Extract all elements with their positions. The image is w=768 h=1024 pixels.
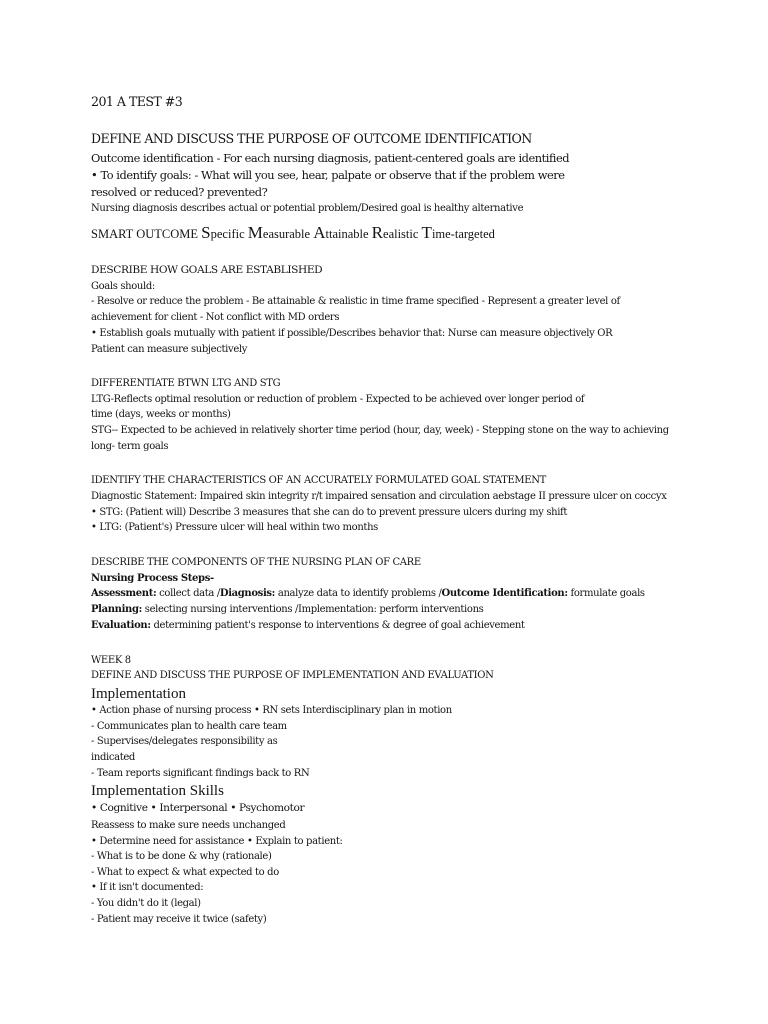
- text-line: • LTG: (Patient's) Pressure ulcer will heal within two months: [91, 522, 378, 533]
- smart-cap-s: S: [201, 223, 211, 242]
- outcome-label: Outcome Identification:: [441, 588, 568, 599]
- implementation-skills-title: Implementation Skills: [91, 783, 224, 799]
- nursing-process-steps: [91, 574, 214, 584]
- section-heading-plan-of-care: DESCRIBE THE COMPONENTS OF THE NURSING PLAN OF CARE: [91, 557, 421, 568]
- document-title: 201 A TEST #3: [91, 94, 183, 109]
- section-heading-outcome-identification: DEFINE AND DISCUSS THE PURPOSE OF OUTCOME IDENTIFICATION: [91, 131, 532, 146]
- text-line: Nursing diagnosis describes actual or potential problem/Desired goal is healthy alternative: [91, 203, 524, 214]
- diagnosis-text: analyze data to identify problems /: [275, 588, 442, 599]
- text-line: resolved or reduced? prevented?: [91, 185, 268, 199]
- smart-rest-r: ealistic: [383, 227, 422, 241]
- assessment-line: [91, 589, 645, 599]
- text-line: Outcome identification - For each nursing diagnosis, patient-centered goals are identified: [91, 151, 570, 165]
- evaluation-label: Evaluation:: [91, 620, 151, 631]
- text-line: - What to expect & what expected to do: [91, 867, 279, 878]
- smart-prefix: SMART OUTCOME: [91, 227, 202, 241]
- smart-outcome-line: [91, 224, 495, 241]
- text-line: • Action phase of nursing process • RN sets Interdisciplinary plan in motion: [91, 705, 452, 716]
- text-line: Reassess to make sure needs unchanged: [91, 820, 286, 831]
- text-line: - Communicates plan to health care team: [91, 721, 287, 732]
- text-line: Diagnostic Statement: Impaired skin integrity r/t impaired sensation and circulation aebstage II pressure ulcer on coccyx: [91, 491, 667, 502]
- text-line: - What is to be done & why (rationale): [91, 851, 272, 862]
- smart-cap-a: A: [313, 223, 326, 242]
- text-line: LTG-Reflects optimal resolution or reduction of problem - Expected to be achieved over longer period of: [91, 394, 585, 405]
- text-line: long- term goals: [91, 441, 169, 452]
- text-line: • Establish goals mutually with patient if possible/Describes behavior that: Nurse can measure objectively OR: [91, 328, 613, 339]
- implementation-title: Implementation: [91, 686, 186, 702]
- section-heading-goal-statement: IDENTIFY THE CHARACTERISTICS OF AN ACCURATELY FORMULATED GOAL STATEMENT: [91, 475, 546, 486]
- text-line: • To identify goals: - What will you see, hear, palpate or observe that if the problem were: [91, 168, 565, 182]
- text-line: • If it isn't documented:: [91, 882, 204, 893]
- steps-label: Nursing Process Steps-: [91, 573, 214, 584]
- text-line: • STG: (Patient will) Describe 3 measures that she can do to prevent pressure ulcers during my shift: [91, 507, 568, 518]
- text-line: - Resolve or reduce the problem - Be attainable & realistic in time frame specified - Represent a greater level of: [91, 296, 620, 307]
- text-line: Patient can measure subjectively: [91, 344, 248, 355]
- evaluation-line: [91, 621, 525, 631]
- text-line: - Team reports significant findings back to RN: [91, 768, 310, 779]
- text-line: indicated: [91, 752, 135, 763]
- text-line: - You didn't do it (legal): [91, 898, 201, 909]
- planning-line: [91, 605, 483, 615]
- text-line: achievement for client - Not conflict with MD orders: [91, 312, 340, 323]
- text-line: Goals should:: [91, 281, 155, 292]
- smart-cap-r: R: [371, 223, 384, 242]
- skills-line: • Cognitive • Interpersonal • Psychomotor: [91, 802, 305, 814]
- smart-rest-a: ttainable: [325, 227, 372, 241]
- diagnosis-label: Diagnosis:: [219, 588, 276, 599]
- section-heading-implementation: DEFINE AND DISCUSS THE PURPOSE OF IMPLEMENTATION AND EVALUATION: [91, 670, 494, 681]
- section-heading-ltg-stg: DIFFERENTIATE BTWN LTG AND STG: [91, 378, 281, 389]
- planning-label: Planning:: [91, 604, 142, 615]
- text-line: • Determine need for assistance • Explain to patient:: [91, 836, 343, 847]
- outcome-text: formulate goals: [567, 588, 645, 599]
- assessment-text: collect data /: [156, 588, 220, 599]
- smart-cap-t: T: [421, 223, 432, 242]
- text-line: STG-- Expected to be achieved in relatively shorter time period (hour, day, week) - Stepping stone on the way to achieving: [91, 425, 669, 436]
- text-line: - Supervises/delegates responsibility as: [91, 736, 278, 747]
- smart-rest-t: ime-targeted: [431, 227, 495, 241]
- text-line: - Patient may receive it twice (safety): [91, 914, 267, 925]
- planning-text: selecting nursing interventions /Implementation: perform interventions: [141, 604, 484, 615]
- section-heading-goals: DESCRIBE HOW GOALS ARE ESTABLISHED: [91, 264, 323, 276]
- week-label: WEEK 8: [91, 655, 131, 666]
- smart-cap-m: M: [247, 223, 263, 242]
- text-line: time (days, weeks or months): [91, 409, 231, 420]
- smart-rest-m: easurable: [262, 227, 314, 241]
- assessment-label: Assessment:: [91, 588, 157, 599]
- smart-rest-s: pecific: [210, 227, 248, 241]
- evaluation-text: determining patient's response to interventions & degree of goal achievement: [150, 620, 525, 631]
